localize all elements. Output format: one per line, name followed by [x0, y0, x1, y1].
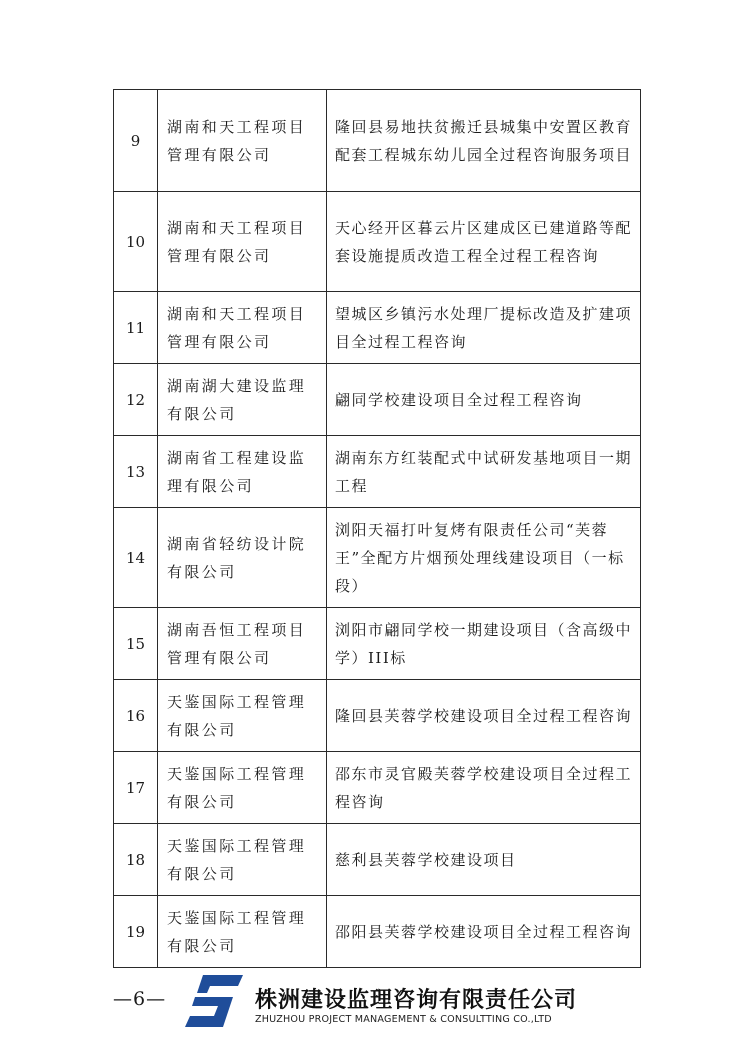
company-name: 天鉴国际工程管理有限公司 — [167, 764, 307, 811]
company-cell — [158, 680, 327, 752]
project-name: 湖南东方红装配式中试研发基地项目一期工程 — [335, 448, 633, 495]
row-number: 15 — [114, 608, 158, 680]
company-cell — [158, 192, 327, 292]
company-name: 湖南和天工程项目管理有限公司 — [167, 117, 307, 164]
company-name: 湖南省工程建设监理有限公司 — [167, 448, 307, 495]
project-name: 翩同学校建设项目全过程工程咨询 — [335, 390, 583, 409]
table-row — [114, 436, 641, 508]
project-cell — [327, 896, 641, 968]
table-row — [114, 752, 641, 824]
project-cell — [327, 364, 641, 436]
company-logo-icon — [183, 973, 245, 1029]
project-name: 隆回县芙蓉学校建设项目全过程工程咨询 — [335, 706, 633, 725]
company-name: 天鉴国际工程管理有限公司 — [167, 836, 307, 883]
project-table — [113, 89, 641, 968]
table-row — [114, 192, 641, 292]
project-name: 邵东市灵官殿芙蓉学校建设项目全过程工程咨询 — [335, 764, 633, 811]
project-cell — [327, 608, 641, 680]
company-cell — [158, 90, 327, 192]
page-number: —6— — [113, 988, 167, 1010]
table-row — [114, 90, 641, 192]
project-cell — [327, 292, 641, 364]
row-number: 18 — [114, 824, 158, 896]
project-cell — [327, 680, 641, 752]
company-name: 湖南吾恒工程项目管理有限公司 — [167, 620, 307, 667]
logo-lower-slot — [195, 1011, 213, 1015]
company-name-english: ZHUZHOU PROJECT MANAGEMENT & CONSULTTING CO.,LTD — [255, 1014, 552, 1025]
company-name: 湖南省轻纺设计院有限公司 — [167, 534, 307, 581]
table-row — [114, 364, 641, 436]
company-name-chinese: 株洲建设监理咨询有限责任公司 — [255, 988, 578, 1013]
company-name: 湖南和天工程项目管理有限公司 — [167, 304, 307, 351]
project-name: 浏阳天福打叶复烤有限责任公司“芙蓉王”全配方片烟预处理线建设项目（一标段） — [335, 520, 625, 595]
row-number: 12 — [114, 364, 158, 436]
table-row — [114, 824, 641, 896]
company-cell — [158, 364, 327, 436]
project-cell — [327, 192, 641, 292]
table-row — [114, 680, 641, 752]
project-cell — [327, 824, 641, 896]
company-cell — [158, 824, 327, 896]
company-cell — [158, 508, 327, 608]
company-cell — [158, 896, 327, 968]
row-number: 17 — [114, 752, 158, 824]
project-cell — [327, 752, 641, 824]
table-row — [114, 508, 641, 608]
company-name: 天鉴国际工程管理有限公司 — [167, 908, 307, 955]
project-name: 慈利县芙蓉学校建设项目 — [335, 850, 517, 869]
project-name: 邵阳县芙蓉学校建设项目全过程工程咨询 — [335, 922, 633, 941]
row-number: 14 — [114, 508, 158, 608]
project-name: 隆回县易地扶贫搬迁县城集中安置区教育配套工程城东幼儿园全过程咨询服务项目 — [335, 117, 633, 164]
row-number: 9 — [114, 90, 158, 192]
project-name: 浏阳市翩同学校一期建设项目（含高级中学）III标 — [335, 620, 633, 667]
project-cell — [327, 436, 641, 508]
row-number: 19 — [114, 896, 158, 968]
row-number: 10 — [114, 192, 158, 292]
table-row — [114, 608, 641, 680]
company-cell — [158, 292, 327, 364]
project-name: 天心经开区暮云片区建成区已建道路等配套设施提质改造工程全过程工程咨询 — [335, 218, 633, 265]
company-name: 天鉴国际工程管理有限公司 — [167, 692, 307, 739]
row-number: 13 — [114, 436, 158, 508]
row-number: 16 — [114, 680, 158, 752]
project-name: 望城区乡镇污水处理厂提标改造及扩建项目全过程工程咨询 — [335, 304, 633, 351]
company-cell — [158, 608, 327, 680]
company-name: 湖南湖大建设监理有限公司 — [167, 376, 307, 423]
company-cell — [158, 436, 327, 508]
table-row — [114, 896, 641, 968]
company-name: 湖南和天工程项目管理有限公司 — [167, 218, 307, 265]
logo-upper-stroke — [197, 975, 243, 993]
company-cell — [158, 752, 327, 824]
project-cell — [327, 508, 641, 608]
row-number: 11 — [114, 292, 158, 364]
project-cell — [327, 90, 641, 192]
table-row — [114, 292, 641, 364]
